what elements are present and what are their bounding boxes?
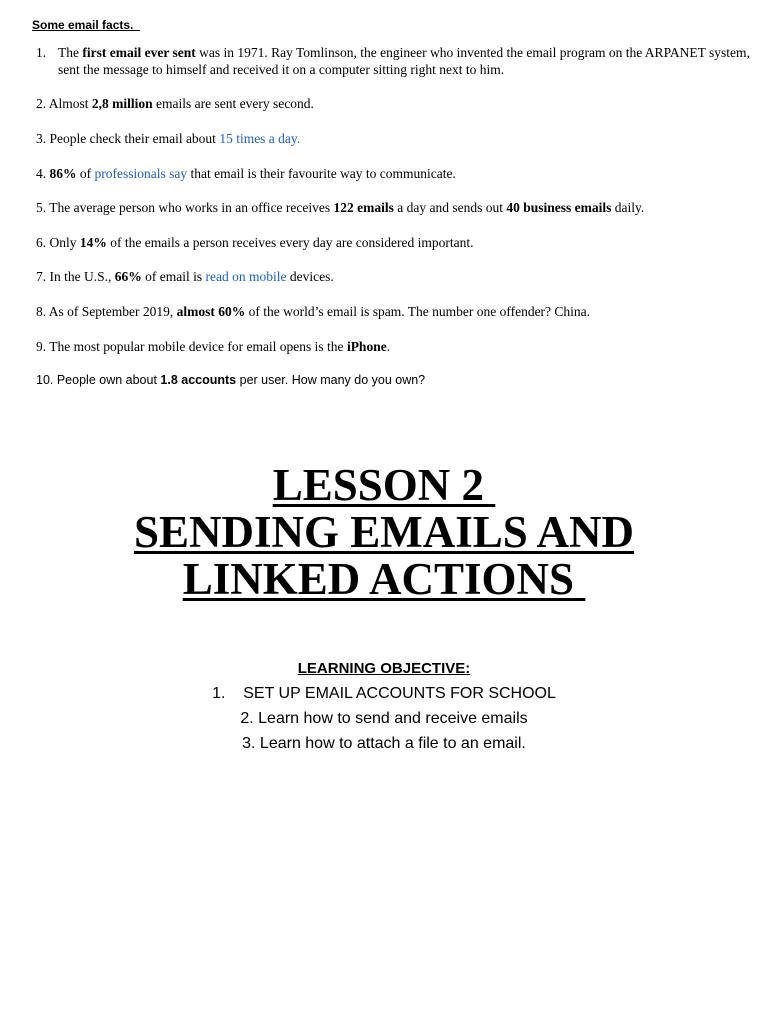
fact-text: 7. In the U.S., — [36, 269, 115, 284]
fact-text: 9. The most popular mobile device for email opens is the — [36, 339, 347, 354]
fact-item-6 — [36, 234, 754, 251]
fact-text: . — [386, 339, 391, 354]
fact-text: 6. Only — [36, 235, 80, 250]
fact-text: emails are sent every second. — [152, 96, 314, 111]
fact-highlight: 1.8 accounts — [160, 373, 237, 387]
fact-text: daily. — [611, 200, 645, 215]
lesson-title-line-2: SENDING EMAILS AND — [133, 507, 635, 557]
fact-highlight: 86% — [49, 166, 77, 181]
fact-item-5 — [36, 199, 754, 216]
learning-objective-heading: LEARNING OBJECTIVE: — [297, 660, 471, 677]
fact-highlight: 122 emails — [333, 200, 394, 215]
fact-text: of — [76, 166, 95, 181]
fact-text: of the emails a person receives every day are considered important. — [106, 235, 474, 250]
fact-text: 3. People check their email about — [36, 131, 220, 146]
fact-link[interactable]: 15 times a day. — [219, 131, 301, 146]
fact-highlight: first email ever sent — [82, 45, 196, 60]
fact-item-4 — [36, 165, 754, 182]
fact-number: 1. — [36, 45, 47, 60]
fact-highlight: 66% — [114, 269, 142, 284]
fact-item-9 — [36, 338, 754, 355]
fact-item-8 — [36, 303, 754, 320]
fact-highlight: 40 business emails — [506, 200, 612, 215]
fact-text: a day and sends out — [393, 200, 507, 215]
fact-text: 5. The average person who works in an office receives — [36, 200, 334, 215]
objective-item-2: 2. Learn how to send and receive emails — [240, 710, 528, 727]
fact-highlight: 14% — [79, 235, 107, 250]
fact-text: The — [58, 45, 83, 60]
fact-body — [36, 44, 754, 78]
fact-text: 10. People own about — [36, 373, 161, 387]
fact-highlight: almost 60% — [176, 304, 246, 319]
fact-item-1 — [36, 44, 754, 78]
fact-link[interactable]: read on mobile — [205, 269, 287, 284]
fact-item-2 — [36, 95, 754, 112]
lesson-title-line-3: LINKED ACTIONS — [182, 554, 586, 604]
fact-highlight: iPhone — [346, 339, 387, 354]
fact-text: per user. How many do you own? — [236, 373, 426, 387]
objective-item-3: 3. Learn how to attach a file to an email. — [242, 735, 526, 752]
objective-item-1: 1. SET UP EMAIL ACCOUNTS FOR SCHOOL — [212, 685, 556, 702]
fact-text: of the world’s email is spam. The number one offender? China. — [245, 304, 591, 319]
fact-text: of email is — [141, 269, 206, 284]
fact-text: 8. As of September 2019, — [36, 304, 177, 319]
lesson-title-line-1: LESSON 2 — [272, 460, 496, 510]
fact-text: was in 1971. Ray Tomlinson, the engineer who invented the email program on the ARPANET system, sent the message to himself and received it on a computer sitting right next to him. — [58, 45, 750, 77]
fact-number: 4. — [36, 166, 50, 181]
fact-item-7 — [36, 268, 754, 285]
fact-text: 2. Almost — [36, 96, 92, 111]
fact-highlight: 2,8 million — [91, 96, 153, 111]
fact-link[interactable]: professionals say — [94, 166, 188, 181]
fact-item-10 — [36, 372, 754, 389]
facts-heading: Some email facts. — [32, 18, 141, 32]
fact-item-3 — [36, 130, 754, 147]
fact-text: that email is their favourite way to communicate. — [187, 166, 456, 181]
fact-text: devices. — [286, 269, 334, 284]
